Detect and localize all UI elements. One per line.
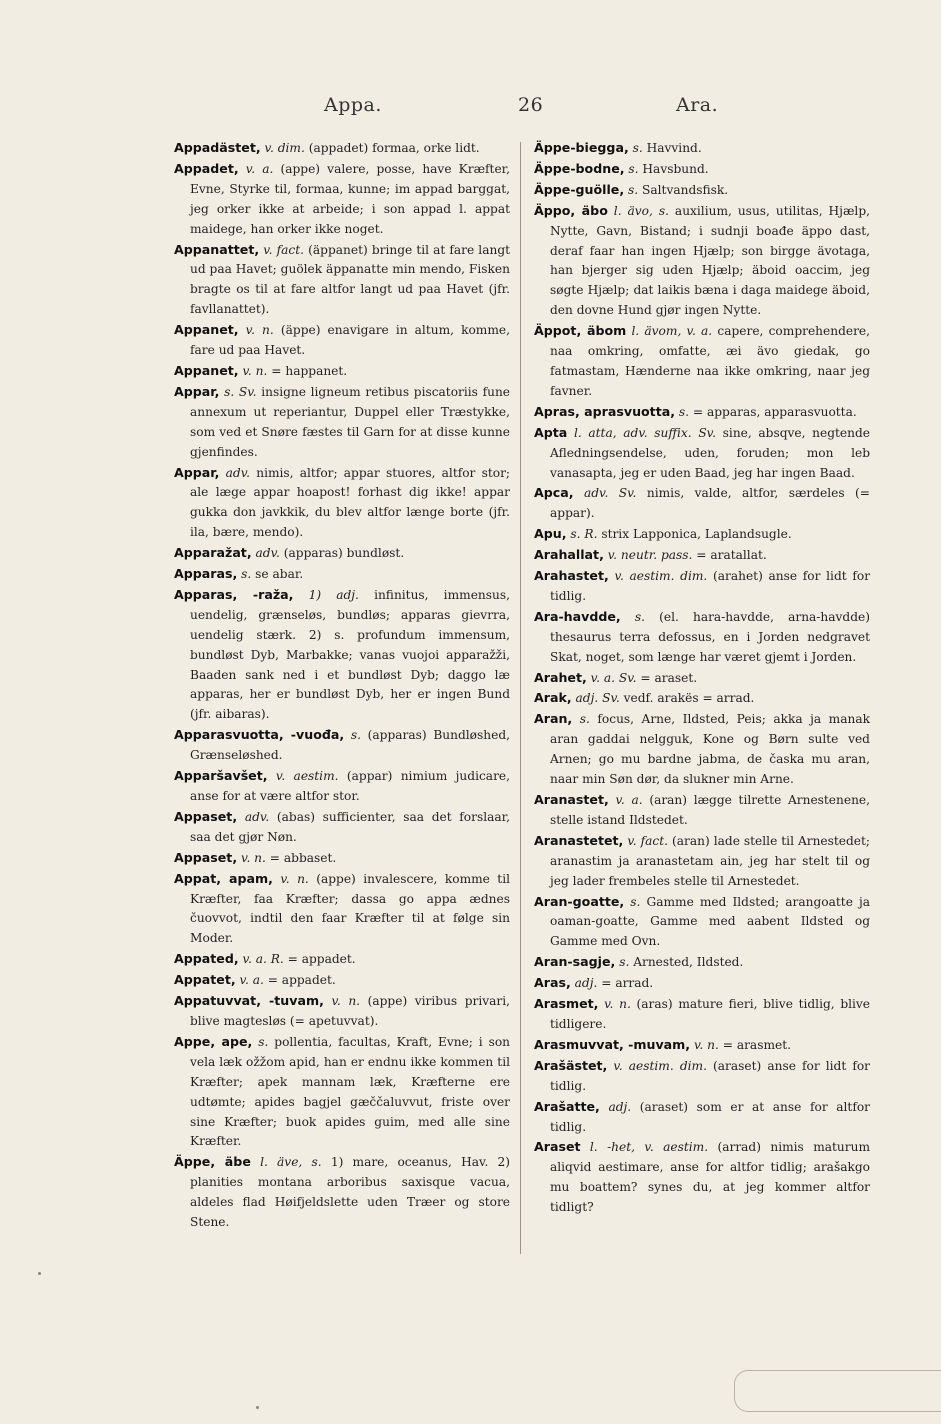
right-column: [534, 138, 870, 1218]
definition: (appe) valere, posse, have Kræfter, Evne, Styrke til, formaa, kunne; im appad barggat, jeg orker ikke at arbeide; i son appad l. appat maidege, han orker ikke noget.: [190, 161, 511, 236]
grammar-note: v. n.: [241, 850, 266, 865]
running-head-left: Appa.: [324, 94, 382, 116]
dictionary-entry: [534, 1035, 870, 1056]
grammar-note: l. äve, s.: [260, 1155, 322, 1170]
dictionary-entry: [174, 1152, 510, 1233]
dictionary-entry: [174, 970, 510, 991]
headword: Aranastetet,: [534, 832, 624, 848]
headword: Arak,: [534, 690, 572, 706]
dictionary-entry: [174, 848, 510, 869]
definition: (appar) nimium judicare, anse for at være altfor stor.: [190, 769, 510, 803]
grammar-note: adv.: [255, 546, 280, 561]
left-column: [174, 138, 510, 1233]
page-edge-bracket: [734, 1370, 941, 1412]
grammar-note: v. a. R.: [242, 952, 284, 967]
definition: (äppe) enavigare in altum, komme, fare ud paa Havet.: [190, 323, 510, 358]
headword: Apparas,: [174, 566, 238, 582]
grammar-note: v. dim.: [264, 141, 305, 155]
grammar-note: v. aestim. dim.: [613, 1058, 707, 1073]
definition: (appadet) formaa, orke lidt.: [308, 141, 480, 155]
headword: Appanattet,: [174, 241, 260, 257]
grammar-note: v. fact.: [263, 242, 305, 257]
grammar-note: adj.: [574, 976, 598, 991]
headword: Aran-goatte,: [534, 893, 625, 909]
grammar-note: s.: [258, 1034, 269, 1049]
definition: (araset) anse for lidt for tidlig.: [550, 1058, 870, 1093]
dictionary-entry: [534, 1056, 870, 1097]
headword: Apca,: [534, 485, 574, 501]
definition: nimis, valde, altfor, særdeles (= appar).: [550, 486, 871, 521]
headword: Apparšavšet,: [174, 768, 268, 784]
definition: (aran) lægge tilrette Arnestenene, stelle istand Ildstedet.: [550, 793, 871, 827]
headword: Aras,: [534, 975, 571, 991]
grammar-note: v. n.: [693, 1037, 719, 1052]
dictionary-entry: [174, 138, 510, 159]
grammar-note: adj.: [608, 1099, 632, 1114]
headword: Appe, ape,: [174, 1033, 253, 1049]
definition: = apparas, apparasvuotta.: [692, 404, 857, 419]
grammar-note: s.: [350, 728, 361, 743]
headword: Äppot, äbom: [534, 323, 627, 339]
dictionary-entry: [174, 807, 510, 848]
grammar-note: l. ävom, v. a.: [631, 324, 713, 339]
dictionary-entry: [534, 402, 870, 423]
definition: strix Lapponica, Laplandsugle.: [601, 527, 792, 542]
dictionary-entry: [174, 361, 510, 382]
dictionary-entry: [534, 994, 870, 1035]
headword: Apparažat,: [174, 545, 252, 561]
grammar-note: adv. Sv.: [583, 486, 637, 501]
grammar-note: v. neutr. pass.: [607, 548, 693, 563]
grammar-note: s.: [630, 894, 641, 909]
headword: Arasmuvvat, -muvam,: [534, 1036, 691, 1052]
grammar-note: s. R.: [570, 527, 598, 542]
definition: nimis, altfor; appar stuores, altfor stor; ale læge appar hoapost! forhast dig ikke! appar gukka don javkkik, du blev altfor længe borte (jfr. ila, bære, mendo).: [190, 465, 511, 540]
grammar-note: s.: [634, 609, 645, 624]
definition: auxilium, usus, utilitas, Hjælp, Nytte, Gavn, Bistand; i sudnji boađe äppo dast, deraf faar han ingen Hjælp; son birgge ävotaga, han bjerger sig uden Hjælp; äboid oaccim, jeg søgte Hjælp; dat laikis bæna i daga maidege äboid, den dovne Hund gjør ingen Nytte.: [550, 203, 870, 318]
dictionary-entry: [534, 566, 870, 607]
headword: Appanet,: [174, 362, 239, 378]
definition: (el. hara-havdde, arna-havdde) thesaurus terra defossus, en i Jorden nedgravet Skat, noget, som længe har været gjemt i Jorden.: [550, 609, 871, 664]
grammar-note: v. aestim. dim.: [614, 569, 708, 584]
dictionary-entry: [174, 949, 510, 970]
definition: infinitus, immensus, uendelig, grænseløs, bundløs; apparas gievrra, uendelig stærk. 2) s. profundum immensum, bundløst Dyb, Marbakke; vanas vuojoi apparažži, Baaden sank ned i et bundløst Dyb; daggo læ apparas, her er bundløst Dyb, her er ingen Bund (jfr. aibaras).: [190, 587, 510, 722]
definition: Havvind.: [646, 141, 702, 155]
definition: (appe) viribus privari, blive magtesløs (= apetuvvat).: [190, 994, 511, 1028]
definition: Saltvandsfisk.: [642, 182, 729, 197]
grammar-note: v. fact.: [627, 833, 669, 848]
headword: Arašatte,: [534, 1098, 600, 1114]
dictionary-entry: [534, 709, 870, 790]
definition: vedf. arakës = arrad.: [623, 691, 755, 706]
dictionary-entry: [174, 766, 510, 807]
grammar-note: v. n.: [604, 997, 631, 1012]
grammar-note: s.: [619, 955, 630, 970]
definition: insigne ligneum retibus piscatoriis fune annexum ut reperiantur, Duppel eller Træstykke, som ved et Snøre fæstes til Garn for at disse kunne gjenfindes.: [190, 384, 511, 459]
page-header: [0, 94, 941, 134]
definition: = arrad.: [601, 976, 654, 991]
definition: se abar.: [255, 567, 304, 582]
dictionary-entry: [534, 973, 870, 994]
dictionary-entry: [534, 321, 870, 402]
headword: Äppe, äbe: [174, 1154, 251, 1170]
headword: Appanet,: [174, 322, 239, 338]
headword: Arahallat,: [534, 547, 604, 563]
definition: Gamme med Ildsted; arangoatte ja oaman-goatte, Gamme med aabent Ildsted og Gamme med Ovn.: [550, 894, 871, 949]
headword: Appar,: [174, 383, 220, 399]
dictionary-entry: [174, 991, 510, 1032]
grammar-note: adv.: [225, 465, 251, 480]
grammar-note: s.: [628, 182, 639, 197]
headword: Appaset,: [174, 849, 238, 865]
definition: (appe) invalescere, komme til Kræfter, faa Kræfter; dassa go appa ædnes čuovvot, indtil den faar Kræfter til at følge sin Moder.: [190, 871, 511, 946]
definition: = aratallat.: [696, 548, 767, 563]
headword: Arahet,: [534, 669, 587, 685]
dictionary-entry: [534, 423, 870, 484]
dictionary-entry: [174, 543, 510, 564]
dictionary-entry: [174, 463, 510, 544]
headword: Apu,: [534, 526, 567, 542]
dictionary-entry: [534, 201, 870, 321]
headword: Äppe-bodne,: [534, 160, 625, 176]
definition: focus, Arne, Ildsted, Peis; akka ja manak aran gaddai nelgguk, Kone og Børn sulte ved Arnen; go mu bardne jabma, de časka mu aran, naar min Søn dør, da slukner min Arne.: [550, 712, 871, 787]
headword: Apparasvuotta, -vuođa,: [174, 727, 345, 743]
headword: Appat, apam,: [174, 870, 273, 886]
dictionary-entry: [174, 585, 510, 725]
paper-speck: [38, 1272, 41, 1275]
dictionary-entry: [534, 892, 870, 953]
grammar-note: s.: [628, 161, 639, 176]
dictionary-entry: [174, 1032, 510, 1152]
grammar-note: v. n.: [245, 323, 274, 338]
headword: Arasmet,: [534, 996, 599, 1012]
grammar-note: s.: [241, 567, 252, 582]
headword: Appatuvvat, -tuvam,: [174, 993, 324, 1009]
dictionary-entry: [534, 607, 870, 668]
grammar-note: l. -het, v. aestim.: [589, 1140, 709, 1155]
grammar-note: v. a. Sv.: [590, 670, 637, 685]
definition: = appadet.: [287, 952, 356, 967]
grammar-note: v. a.: [245, 161, 274, 176]
column-divider: [520, 142, 521, 1254]
definition: pollentia, facultas, Kraft, Evne; i son vela læk ožžom apid, han er endnu ikke kommen til Kræfter; apek mannam læk, Kræfterne ere udtømte; apides bagjel gæččaluvvut, friste over sine Kræfter; buok apides guim, med alle sine Kræfter.: [190, 1034, 511, 1149]
definition: Arnested, Ildsted.: [633, 955, 744, 970]
headword: Aran-sagje,: [534, 954, 616, 970]
dictionary-entry: [534, 790, 870, 831]
definition: Havsbund.: [642, 161, 709, 176]
page-number: 26: [518, 94, 544, 116]
grammar-note: adj. Sv.: [575, 691, 620, 706]
dictionary-entry: [534, 545, 870, 566]
dictionary-entry: [534, 159, 870, 180]
dictionary-entry: [174, 869, 510, 950]
definition: capere, comprehendere, naa omkring, omfatte, æi ävo giedak, go fatmastam, Hænderne naa ikke omkring, naar jeg favner.: [550, 324, 871, 398]
definition: sine, absqve, negtende Afledningsendelse, uden, foruden; mon leb vanasapta, jeg er uden Baad, jeg har ingen Baad.: [550, 425, 871, 480]
headword: Aran,: [534, 711, 573, 727]
definition: = araset.: [640, 670, 698, 685]
grammar-note: s.: [678, 404, 690, 419]
headword: Äppo, äbo: [534, 202, 608, 218]
definition: (aran) lade stelle til Arnestedet; aranastim ja aranastetam ain, jeg har stelt til og jeg lader frembeles stelle til Arnestedet.: [550, 833, 871, 888]
dictionary-entry: [174, 159, 510, 240]
dictionary-entry: [534, 668, 870, 689]
headword: Äppe-biegga,: [534, 140, 629, 155]
definition: = appadet.: [267, 973, 336, 988]
headword: Arahastet,: [534, 568, 609, 584]
running-head-right: Ara.: [676, 94, 719, 116]
definition: (äppanet) bringe til at fare langt ud paa Havet; guölek äppanatte min mendo, Fisken bragte os til at fare altfor langt ud paa Havet (jfr. favllanattet).: [190, 242, 511, 317]
dictionary-entry: [174, 382, 510, 463]
dictionary-entry: [534, 1097, 870, 1138]
definition: 1) mare, oceanus, Hav. 2) planities montana arboribus saxisque vacua, aldeles flad Høifjeldslette uden Træer og store Stene.: [190, 1155, 511, 1230]
definition: (araset) som er at anse for altfor tidlig.: [550, 1099, 870, 1134]
headword: Appar,: [174, 464, 220, 480]
grammar-note: v. aestim.: [275, 769, 339, 784]
dictionary-entry: [534, 688, 870, 709]
dictionary-entry: [174, 725, 510, 766]
headword: Appadet,: [174, 160, 239, 176]
definition: (apparas) bundløst.: [283, 546, 405, 561]
grammar-note: v. n.: [242, 363, 268, 378]
definition: (apparas) Bundløshed, Grænseløshed.: [190, 728, 510, 763]
definition: = happanet.: [271, 363, 348, 378]
grammar-note: v. n.: [331, 994, 361, 1009]
grammar-note: s. Sv.: [224, 384, 257, 399]
definition: (arrad) nimis maturum aliqvid aestimare, anse for altfor tidlig; arašakgo mu boattem? synes du, at jeg kommer altfor tidligt?: [550, 1140, 870, 1215]
headword: Appated,: [174, 951, 239, 967]
grammar-note: s.: [632, 141, 643, 155]
definition: (aras) mature fieri, blive tidlig, blive tidligere.: [550, 997, 871, 1031]
headword: Appatet,: [174, 972, 236, 988]
grammar-note: v. a.: [615, 793, 643, 807]
dictionary-entry: [534, 524, 870, 545]
headword: Appaset,: [174, 808, 238, 824]
dictionary-entry: [174, 240, 510, 321]
headword: Apta: [534, 424, 568, 440]
dictionary-entry: [534, 483, 870, 524]
headword: Apparas, -raža,: [174, 586, 294, 602]
paper-speck: [256, 1406, 259, 1409]
dictionary-entry: [174, 564, 510, 585]
grammar-note: 1) adj.: [308, 587, 359, 602]
headword: Araset: [534, 1139, 581, 1155]
definition: = arasmet.: [722, 1037, 791, 1052]
definition: (abas) sufficienter, saa det forslaar, saa det gjør Nøn.: [190, 809, 511, 844]
headword: Äppe-guölle,: [534, 181, 625, 197]
dictionary-entry: [534, 180, 870, 201]
dictionary-entry: [534, 138, 870, 159]
dictionary-entry: [534, 1137, 870, 1218]
definition: = abbaset.: [269, 850, 337, 865]
headword: Arašästet,: [534, 1057, 608, 1073]
dictionary-entry: [534, 831, 870, 892]
grammar-note: l. ävo, s.: [613, 203, 669, 218]
grammar-note: v. a.: [239, 973, 264, 988]
grammar-note: adv.: [244, 809, 270, 824]
dictionary-entry: [174, 320, 510, 361]
grammar-note: l. atta, adv. suffix. Sv.: [573, 425, 716, 440]
headword: Apras, aprasvuotta,: [534, 403, 676, 419]
grammar-note: s.: [579, 712, 590, 727]
dictionary-entry: [534, 952, 870, 973]
headword: Appadästet,: [174, 140, 261, 155]
headword: Aranastet,: [534, 792, 609, 807]
headword: Ara-havdde,: [534, 608, 621, 624]
grammar-note: v. n.: [280, 871, 309, 886]
definition: (arahet) anse for lidt for tidlig.: [550, 569, 871, 603]
